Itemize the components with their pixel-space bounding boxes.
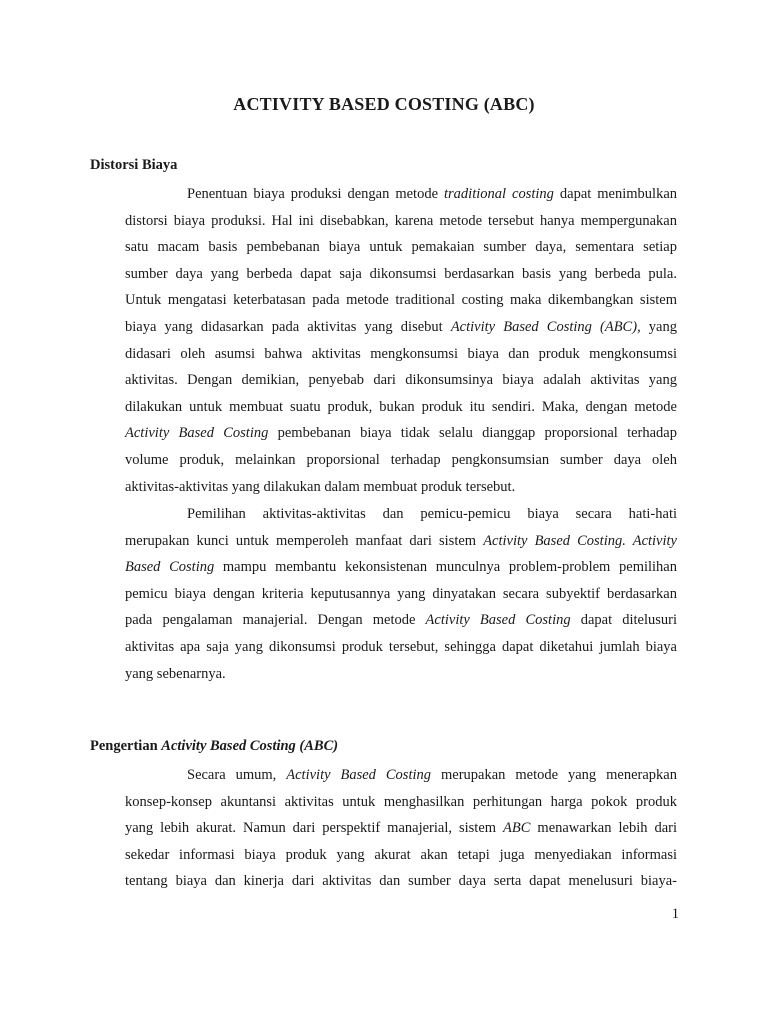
text-line: Penentuan biaya produksi dengan metode traditional costing dapat menimbulkan (187, 186, 677, 202)
text-line: pada pengalaman manajerial. Dengan metode Activity Based Costing dapat ditelusuri (125, 612, 677, 629)
page-number: 1 (671, 906, 679, 922)
text-line: tentang biaya dan kinerja dari aktivitas dan sumber daya serta dapat menelusuri biaya- (125, 873, 677, 890)
section-heading-distorsi-biaya: Distorsi Biaya (90, 157, 178, 173)
text-line: satu macam basis pembebanan biaya untuk pemakaian sumber daya, sementara setiap (125, 239, 677, 256)
text-line: volume produk, melainkan proporsional terhadap pengkonsumsian sumber daya oleh (125, 451, 677, 468)
text-line: distorsi biaya produksi. Hal ini disebabkan, karena metode tersebut hanya mempergunakan (125, 212, 677, 229)
text-line: dilakukan untuk membuat suatu produk, bukan produk itu sendiri. Maka, dengan metode (125, 398, 677, 415)
paragraph-distorsi-1 (125, 181, 677, 500)
text-line: Activity Based Costing pembebanan biaya tidak selalu dianggap proporsional terhadap (125, 425, 677, 442)
document-title: ACTIVITY BASED COSTING (ABC) (233, 94, 535, 114)
text-line: Based Costing mampu membantu kekonsistenan munculnya problem-problem pemilihan (125, 559, 677, 576)
text-line: Untuk mengatasi keterbatasan pada metode traditional costing maka dikembangkan sistem (125, 292, 677, 309)
text-line: didasari oleh asumsi bahwa aktivitas mengkonsumsi biaya dan produk mengkonsumsi (125, 345, 677, 362)
text-line: aktivitas apa saja yang dikonsumsi produk tersebut, sehingga dapat diketahui jumlah biaya (125, 638, 677, 655)
text-line: yang lebih akurat. Namun dari perspektif manajerial, sistem ABC menawarkan lebih dari (125, 820, 677, 837)
text-line: aktivitas-aktivitas yang dilakukan dalam membuat produk tersebut. (125, 478, 516, 495)
text-line: merupakan kunci untuk memperoleh manfaat dari sistem Activity Based Costing. Activity (125, 532, 677, 549)
text-line: yang sebenarnya. (125, 665, 226, 682)
text-line: sumber daya yang berbeda dapat saja dikonsumsi berdasarkan basis yang berbeda pula. (125, 265, 677, 282)
text-line: sekedar informasi biaya produk yang akurat akan tetapi juga menyediakan informasi (125, 846, 677, 863)
text-line: aktivitas. Dengan demikian, penyebab dari dikonsumsinya biaya adalah aktivitas yang (125, 372, 677, 389)
text-line: konsep-konsep akuntansi aktivitas untuk menghasilkan perhitungan harga pokok produk (125, 793, 677, 810)
paragraph-pengertian-1 (125, 762, 677, 895)
text-line: Pemilihan aktivitas-aktivitas dan pemicu-pemicu biaya secara hati-hati (187, 506, 677, 522)
text-line: Secara umum, Activity Based Costing merupakan metode yang menerapkan (187, 767, 677, 783)
section-heading-pengertian-abc: Pengertian Activity Based Costing (ABC) (90, 738, 339, 754)
text-line: biaya yang didasarkan pada aktivitas yang disebut Activity Based Costing (ABC), yang (125, 318, 677, 335)
paragraph-distorsi-2 (125, 501, 677, 687)
text-line: pemicu biaya dengan kriteria keputusannya yang dinyatakan secara subyektif berdasarkan (125, 585, 677, 602)
